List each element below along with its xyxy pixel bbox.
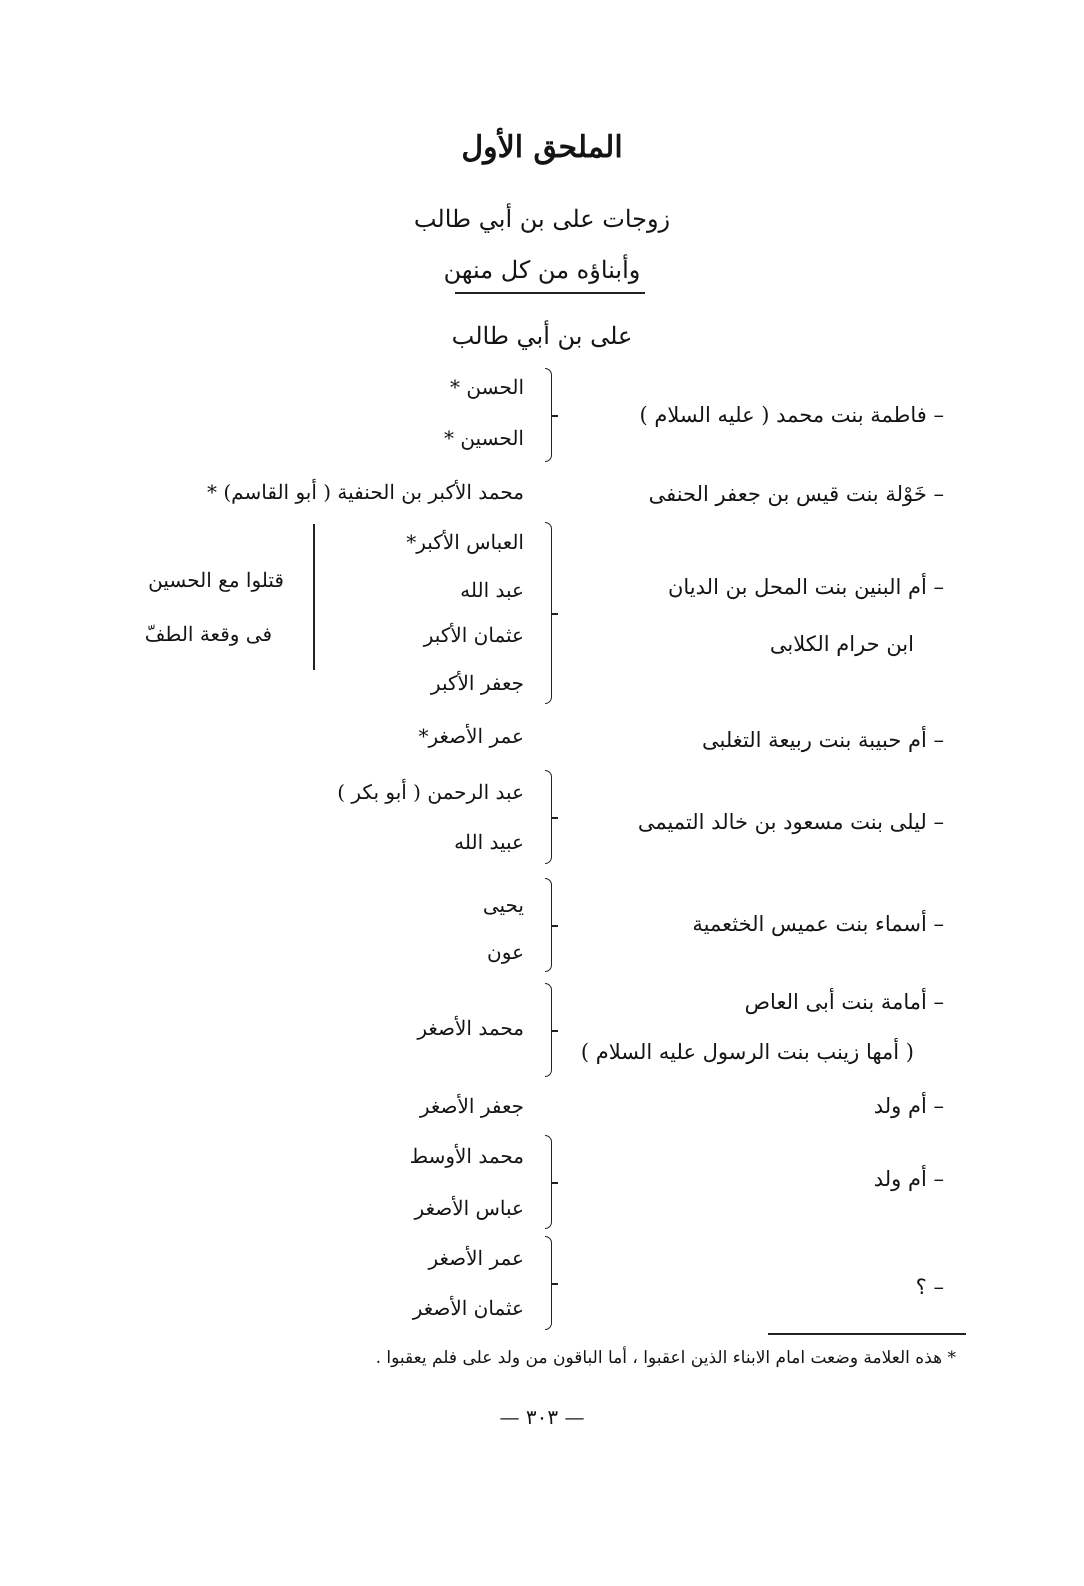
child-name: عباس الأصغر (414, 1196, 524, 1220)
brace (545, 878, 552, 972)
wife-name: – أم ولد (873, 1167, 944, 1191)
wife-name: – ؟ (915, 1275, 944, 1299)
child-name: عبد الله (460, 578, 524, 602)
wife-name-continuation: ابن حرام الكلابى (769, 632, 914, 656)
brace (545, 522, 552, 704)
wife-name: – أم البنين بنت المحل بن الديان (667, 575, 944, 599)
subtitle-line-1: زوجات على بن أبي طالب (413, 205, 671, 233)
page-number: — ٣٠٣ — (499, 1405, 585, 1429)
side-note: قتلوا مع الحسين (148, 568, 284, 592)
child-name: عمر الأصغر (428, 1246, 524, 1270)
subtitle-underline (455, 292, 645, 294)
brace (545, 1236, 552, 1330)
child-name: الحسن * (450, 375, 524, 399)
wife-name: – ليلى بنت مسعود بن خالد التميمى (637, 810, 944, 834)
child-name: عمر الأصغر* (418, 724, 524, 748)
child-name: العباس الأكبر* (406, 530, 524, 554)
group-divider (313, 524, 315, 670)
page-title: الملحق الأول (461, 130, 623, 165)
brace (545, 770, 552, 864)
wife-name: – أم ولد (873, 1094, 944, 1118)
child-name: عثمان الأكبر (423, 623, 524, 647)
child-name: الحسين * (443, 426, 524, 450)
footnote-rule (768, 1333, 966, 1335)
brace (545, 1135, 552, 1229)
child-name: جعفر الأصغر (419, 1094, 524, 1118)
child-name: عثمان الأصغر (412, 1296, 524, 1320)
child-name: محمد الأكبر بن الحنفية ( أبو القاسم) * (207, 480, 524, 504)
wife-name: – أم حبيبة بنت ربيعة التغلبى (702, 728, 944, 752)
child-name: عون (487, 940, 524, 964)
child-name: عبيد الله (454, 830, 524, 854)
wife-name: – فاطمة بنت محمد ( عليه السلام ) (639, 403, 944, 427)
brace (545, 983, 552, 1077)
subtitle-line-2: وأبناؤه من كل منهن (443, 256, 641, 284)
child-name: جعفر الأكبر (430, 671, 524, 695)
wife-name: – أمامة بنت أبى العاص (744, 990, 944, 1014)
root-name: على بن أبي طالب (451, 322, 633, 350)
child-name: عبد الرحمن ( أبو بكر ) (337, 780, 524, 804)
child-name: محمد الأصغر (417, 1016, 524, 1040)
wife-name: – أسماء بنت عميس الخثعمية (692, 912, 944, 936)
wife-name-continuation: ( أمها زينب بنت الرسول عليه السلام ) (580, 1040, 914, 1064)
child-name: يحيى (482, 893, 524, 917)
child-name: محمد الأوسط (409, 1144, 524, 1168)
brace (545, 368, 552, 462)
side-note: فى وقعة الطفّ (144, 622, 272, 646)
wife-name: – خَوْلة بنت قيس بن جعفر الحنفى (648, 482, 944, 506)
footnote: * هذه العلامة وضعت امام الابناء الذين اعقبوا ، أما الباقون من ولد على فلم يعقبوا . (375, 1348, 956, 1368)
